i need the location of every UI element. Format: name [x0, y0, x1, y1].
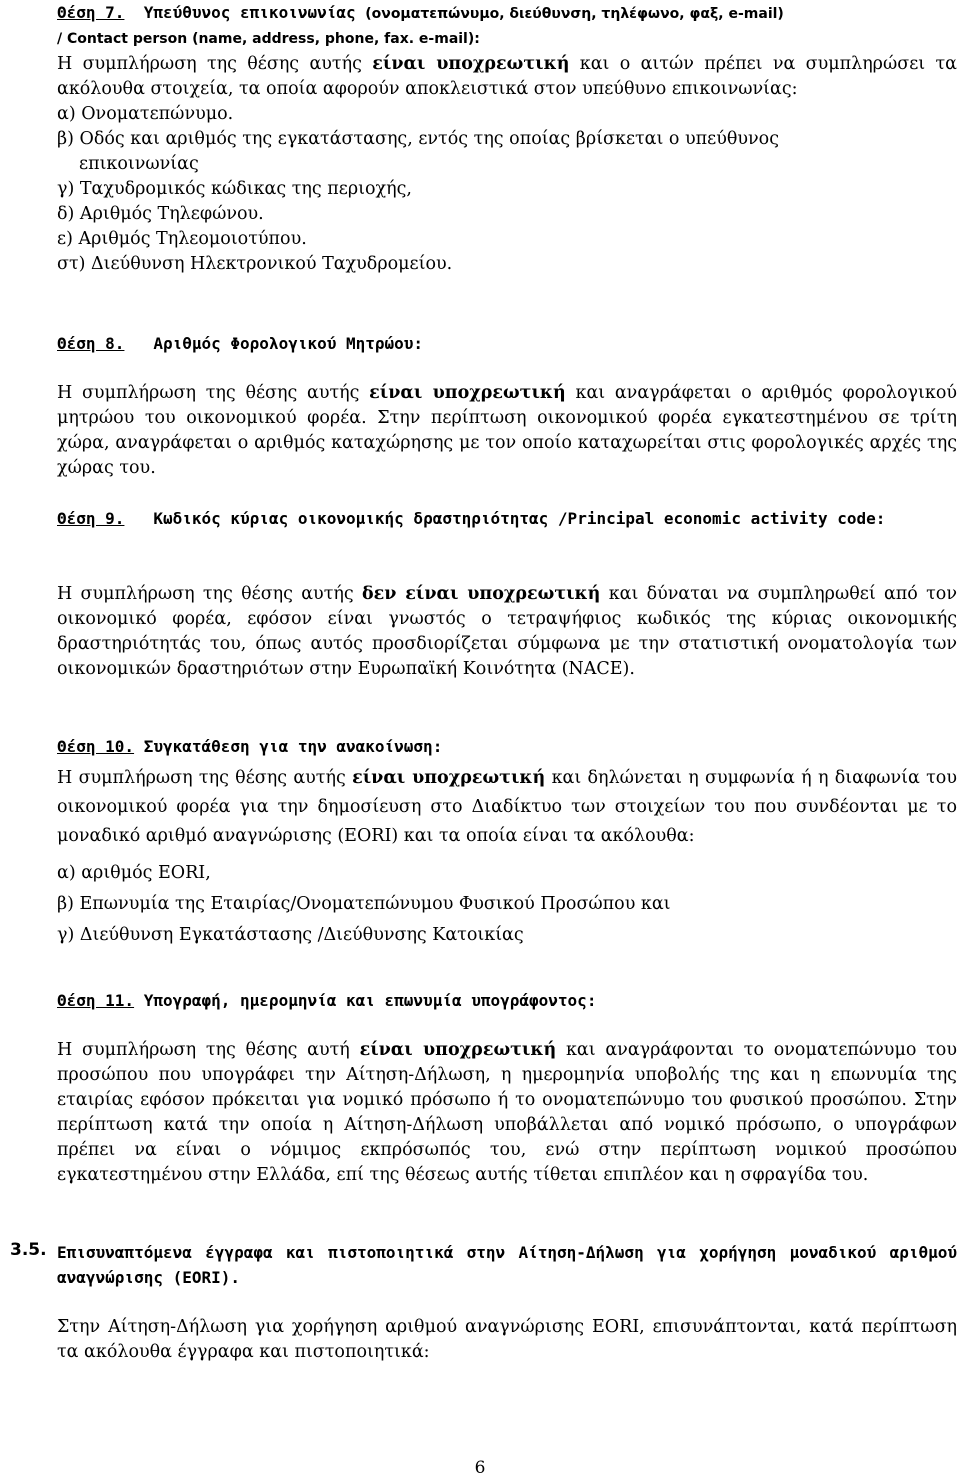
list-item: γ) Ταχυδρομικός κώδικας της περιοχής,	[57, 179, 412, 199]
section-8-title: Αριθμός Φορολογικού Μητρώου:	[153, 334, 424, 353]
section-7-detail: (ονοματεπώνυμο, διεύθυνση, τηλέφωνο, φαξ, e-mail)	[365, 6, 784, 22]
section-11-label: Θέση 11.	[57, 991, 135, 1010]
section-10-text-a: Η συμπλήρωση της θέσης αυτής	[57, 768, 346, 788]
section-10-paragraph	[57, 764, 957, 851]
section-11-paragraph	[57, 1038, 957, 1188]
section-10-body	[57, 764, 957, 950]
section-11-mandatory: είναι υποχρεωτική	[359, 1040, 557, 1060]
section-8-paragraph	[57, 381, 957, 481]
section-9-optional: δεν είναι υποχρεωτική	[361, 584, 601, 604]
section-3-5-title: Επισυναπτόμενα έγγραφα και πιστοποιητικά στην Αίτηση-Δήλωση για χορήγηση μοναδικού αριθμού αναγνώρισης (EORI).	[57, 1243, 957, 1287]
section-11-text-a: Η συμπλήρωση της θέσης αυτή	[57, 1040, 350, 1060]
section-7-label: Θέση 7.	[57, 3, 125, 22]
section-7-text-a: Η συμπλήρωση της θέσης αυτής	[57, 54, 362, 74]
section-11-heading	[57, 988, 957, 1013]
section-11-text-c: και αναγράφονται το ονοματεπώνυμο του προσώπου που υπογράφει την Αίτηση-Δήλωση, η ημερομηνία υποβολής της και η επωνυμία της εταιρίας εφόσον πρόκειται για νομικό πρόσωπο ή το ονοματεπώνυμο του φυσικού προσώπου. Στην περίπτωση κατά την οποία η Αίτηση-Δήλωση υποβάλλεται από νομικό πρόσωπο, ο υπογράφων πρέπει να είναι ο νόμιμος εκπρόσωπός του, ενώ στην περίπτωση νομικού προσώπου εγκατεστημένου στην Ελλάδα, επί της θέσεως αυτής τίθεται επιπλέον και η σφραγίδα του.	[57, 1040, 957, 1185]
section-8-label: Θέση 8.	[57, 334, 125, 353]
section-7-mandatory: είναι υποχρεωτική	[372, 54, 570, 74]
section-3-5-paragraph: Στην Αίτηση-Δήλωση για χορήγηση αριθμού αναγνώρισης EORI, επισυνάπτονται, κατά περίπτωση τα ακόλουθα έγγραφα και πιστοποιητικά:	[57, 1317, 957, 1362]
section-7-title: Υπεύθυνος επικοινωνίας	[143, 3, 356, 22]
section-9-text-a: Η συμπλήρωση της θέσης αυτής	[57, 584, 354, 604]
section-7-heading-en: / Contact person (name, address, phone, fax. e-mail):	[57, 31, 480, 47]
page-number: 6	[474, 1458, 486, 1478]
list-item: α) αριθμός EORI,	[57, 863, 211, 883]
list-item: δ) Αριθμός Τηλεφώνου.	[57, 204, 264, 224]
section-9-heading	[57, 506, 957, 531]
section-10-title: Συγκατάθεση για την ανακοίνωση:	[143, 737, 443, 756]
section-10-heading	[57, 734, 957, 759]
section-9-title: Κωδικός κύριας οικονομικής δραστηριότητας /Principal economic activity code:	[153, 509, 886, 528]
list-item: β) Οδός και αριθμός της εγκατάστασης, εντός της οποίας βρίσκεται ο υπεύθυνος	[57, 129, 780, 149]
section-7	[57, 0, 957, 277]
section-9-paragraph	[57, 582, 957, 682]
list-item: στ) Διεύθυνση Ηλεκτρονικού Ταχυδρομείου.	[57, 254, 453, 274]
section-8-text-c: και αναγράφεται ο αριθμός φορολογικού μητρώου του οικονομικού φορέα. Στην περίπτωση οικονομικού φορέα εγκατεστημένου σε τρίτη χώρα, αναγράφεται ο αριθμός καταχώρησης με τον οποίο καταχωρείται στις φορολογικές αρχές της χώρας του.	[57, 383, 957, 478]
section-9-label: Θέση 9.	[57, 509, 125, 528]
section-11-title: Υπογραφή, ημερομηνία και επωνυμία υπογράφοντος:	[143, 991, 597, 1010]
section-7-text-c: και ο αιτών πρέπει να συμπληρώσει τα ακόλουθα στοιχεία, τα οποία αφορούν αποκλειστικά στον υπεύθυνο επικοινωνίας:	[57, 54, 957, 99]
section-10-mandatory: είναι υποχρεωτική	[352, 768, 546, 788]
section-10-label: Θέση 10.	[57, 737, 135, 756]
section-7-heading	[57, 0, 957, 27]
section-3-5-number: 3.5.	[10, 1240, 47, 1260]
list-item: β) Επωνυμία της Εταιρίας/Ονοματεπώνυμου Φυσικού Προσώπου και	[57, 894, 671, 914]
list-item: γ) Διεύθυνση Εγκατάστασης /Διεύθυνσης Κατοικίας	[57, 925, 524, 945]
list-item: ε) Αριθμός Τηλεομοιοτύπου.	[57, 229, 307, 249]
section-8	[57, 331, 957, 356]
section-8-text-a: Η συμπλήρωση της θέσης αυτής	[57, 383, 360, 403]
list-item: επικοινωνίας	[79, 154, 199, 174]
section-8-heading	[57, 331, 957, 356]
section-10-text-c: και δηλώνεται η συμφωνία ή η διαφωνία του οικονομικού φορέα για την δημοσίευση στο Διαδίκτυο των στοιχείων του που συνδέονται με το μοναδικό αριθμό αναγνώρισης (EORI) και τα οποία είναι τα ακόλουθα:	[57, 768, 957, 846]
section-8-mandatory: είναι υποχρεωτική	[369, 383, 566, 403]
section-9-text-c: και δύναται να συμπληρωθεί από τον οικονομικό φορέα, εφόσον είναι γνωστός ο τετραψήφιος κωδικός της κύριας οικονομικής δραστηριότητάς του, όπως αυτός προσδιορίζεται σύμφωνα με την στατιστική ονοματολογία των οικονομικών δραστηριότων στην Ευρωπαϊκή Κοινότητα (NACE).	[57, 584, 957, 679]
section-7-paragraph	[57, 52, 957, 102]
list-item: α) Ονοματεπώνυμο.	[57, 104, 234, 124]
